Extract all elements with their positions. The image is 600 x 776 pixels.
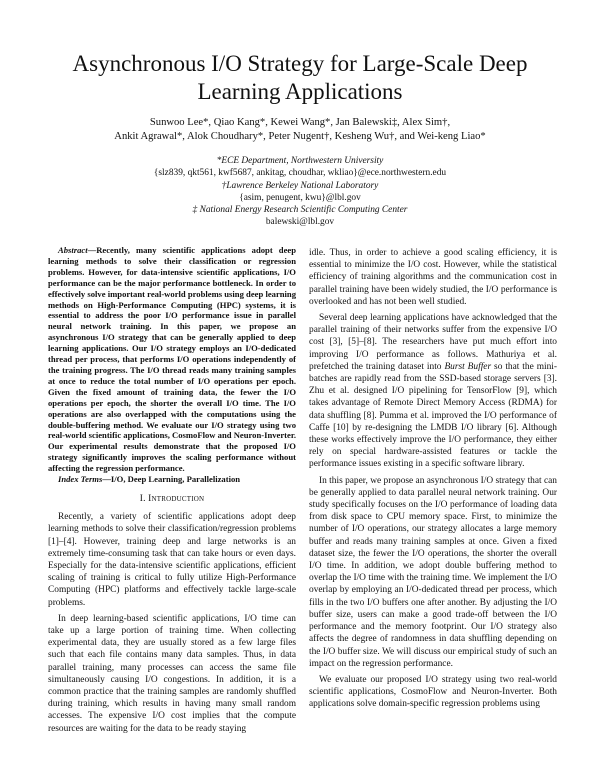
affiliation-nersc-emails: balewski@lbl.gov	[265, 217, 335, 228]
affiliation-lbnl: †Lawrence Berkeley National Laboratory	[221, 180, 379, 191]
right-paragraph-2-a: Several deep learning applications have acknowledged that the parallel training of their networks suffer from the expensive I/O cost [3], [5]–[8]. The researchers have put much effort into improving I/O performance as follows. Mathuriya et al. prefetched the training dataset into	[309, 313, 557, 372]
right-paragraph-3: In this paper, we propose an asynchronous I/O strategy that can be generally applied to data parallel neural network training. Our study specifically focuses on the I/O performance of loading data from disk space to CPU memory space. First, to minimize the number of I/O operations, our strategy allocates a large memory buffer and reads many training samples at once. Given a fixed dataset size, the fewer the I/O operations, the shorter the overall I/O time. In addition, we adopt double buffering method to overlap the I/O time with the training time. We implement the I/O overlap by employing an I/O-dedicated thread per process, which fills in the two I/O buffers one after another. By adjusting the I/O buffer size, users can make a good trade-off between the I/O performance and the memory footprint. Our I/O strategy also affects the degree of randomness in data shuffling depending on the I/O buffer size. We will discuss our empirical study of such an impact on the regression performance.	[309, 475, 557, 669]
right-column	[309, 247, 557, 711]
right-paragraph-2-b: so that the mini-batches are rapidly read from the SSD-based storage servers [3]. Zhu et al. designed I/O pipelining for TensorFlow [9], which takes advantage of Remote Direct Memory Access (RDMA) for data shuffling [8]. Pumma et al. improved the I/O performance of Caffe [10] by re-designing the LMDB I/O library [6]. Although these works effectively improve the I/O performance, they either rely on special hardware-assisted features or tackle the performance issues existing in a specific software library.	[309, 361, 558, 470]
burst-buffer-term: Burst Buffer	[444, 361, 492, 372]
right-paragraph-1: idle. Thus, in order to achieve a good scaling efficiency, it is essential to minimize the I/O cost. However, while the statistical efficiency of training algorithms and the communication cost in parallel training have been widely studied, the I/O performance is overlooked and has not been well studied.	[309, 248, 557, 307]
affiliation-northwestern-emails: {slz839, qkt561, kwf5687, ankitag, choudhar, wkliao}@ece.northwestern.edu	[153, 168, 447, 179]
section-heading-introduction	[48, 493, 296, 505]
abstract-label: Abstract	[58, 245, 88, 255]
affiliation-northwestern: *ECE Department, Northwestern University	[216, 156, 384, 166]
index-terms-text: —I/O, Deep Learning, Parallelization	[102, 474, 241, 485]
author-list	[60, 116, 540, 144]
affiliation-lbnl-emails: {asim, penugent, kwu}@lbl.gov	[239, 192, 361, 203]
index-terms-label: Index Terms	[58, 474, 103, 485]
section-number: I.	[139, 493, 146, 504]
index-terms	[48, 474, 296, 485]
right-paragraph-2	[309, 312, 557, 471]
intro-paragraph-1: Recently, a variety of scientific applications adopt deep learning methods to solve their classification/regression problems [1]–[4]. However, training deep and large networks is an extremely time-consuming task that can take hours or even days. Especially for the data-intensive scientific applications, efficient scaling of training is critical to fully utilize High-Performance Computing (HPC) platforms and effectively tackle large-scale problems.	[48, 512, 296, 608]
right-paragraph-4: We evaluate our proposed I/O strategy using two real-world scientific applications, CosmoFlow and Neuron-Inverter. Both applications solve domain-specific regression problems using	[309, 674, 557, 710]
author-line-2: Ankit Agrawal*, Alok Choudhary*, Peter Nugent†, Kesheng Wu†, and Wei-keng Liao*	[114, 131, 486, 142]
affiliations	[100, 155, 500, 229]
intro-paragraph-2: In deep learning-based scientific applications, I/O time can take up a large portion of training time. When collecting experimental data, they are usually stored as a few large files such that each file contains many data samples. Thus, in data parallel training, many processes can access the same file simultaneously causing I/O congestions. In addition, it is a common practice that the training samples are randomly shuffled during training, which results in having many small random accesses. The expensive I/O cost implies that the compute resources are waiting for the data to be ready staying	[48, 613, 296, 734]
abstract-text: —Recently, many scientific applications adopt deep learning methods to solve their classification or regression problems. However, for data-intensive scientific applications, I/O performance can be the major performance bottleneck. In order to effectively solve important real-world problems using deep learning methods on High-Performance Computing (HPC) systems, it is essential to address the poor I/O performance issue in parallel neural network training. In this paper, we propose an asynchronous I/O strategy that can be generally applied to deep learning applications. Our I/O strategy employs an I/O-dedicated thread per process, that performs I/O operations independently of the training progress. The I/O thread reads many training samples at once to reduce the total number of I/O operations per epoch. Given the fixed amount of training data, the fewer the I/O operations per epoch, the shorter the overall I/O time. The I/O operations are also overlapped with the computations using the double-buffering method. We evaluate our I/O strategy using two real-world scientific applications, CosmoFlow and Neuron-Inverter. Our experimental results demonstrate that the proposed I/O strategy significantly improves the scaling performance without affecting the regression performance.	[48, 245, 296, 474]
abstract	[48, 245, 296, 474]
paper-title: Asynchronous I/O Strategy for Large-Scale Deep Learning Applications	[72, 51, 528, 104]
left-column	[48, 245, 296, 735]
affiliation-nersc: ‡ National Energy Research Scientific Computing Center	[192, 205, 408, 216]
section-title: Introduction	[148, 493, 205, 504]
author-line-1: Sunwoo Lee*, Qiao Kang*, Kewei Wang*, Jan Balewski‡, Alex Sim†,	[149, 117, 451, 128]
